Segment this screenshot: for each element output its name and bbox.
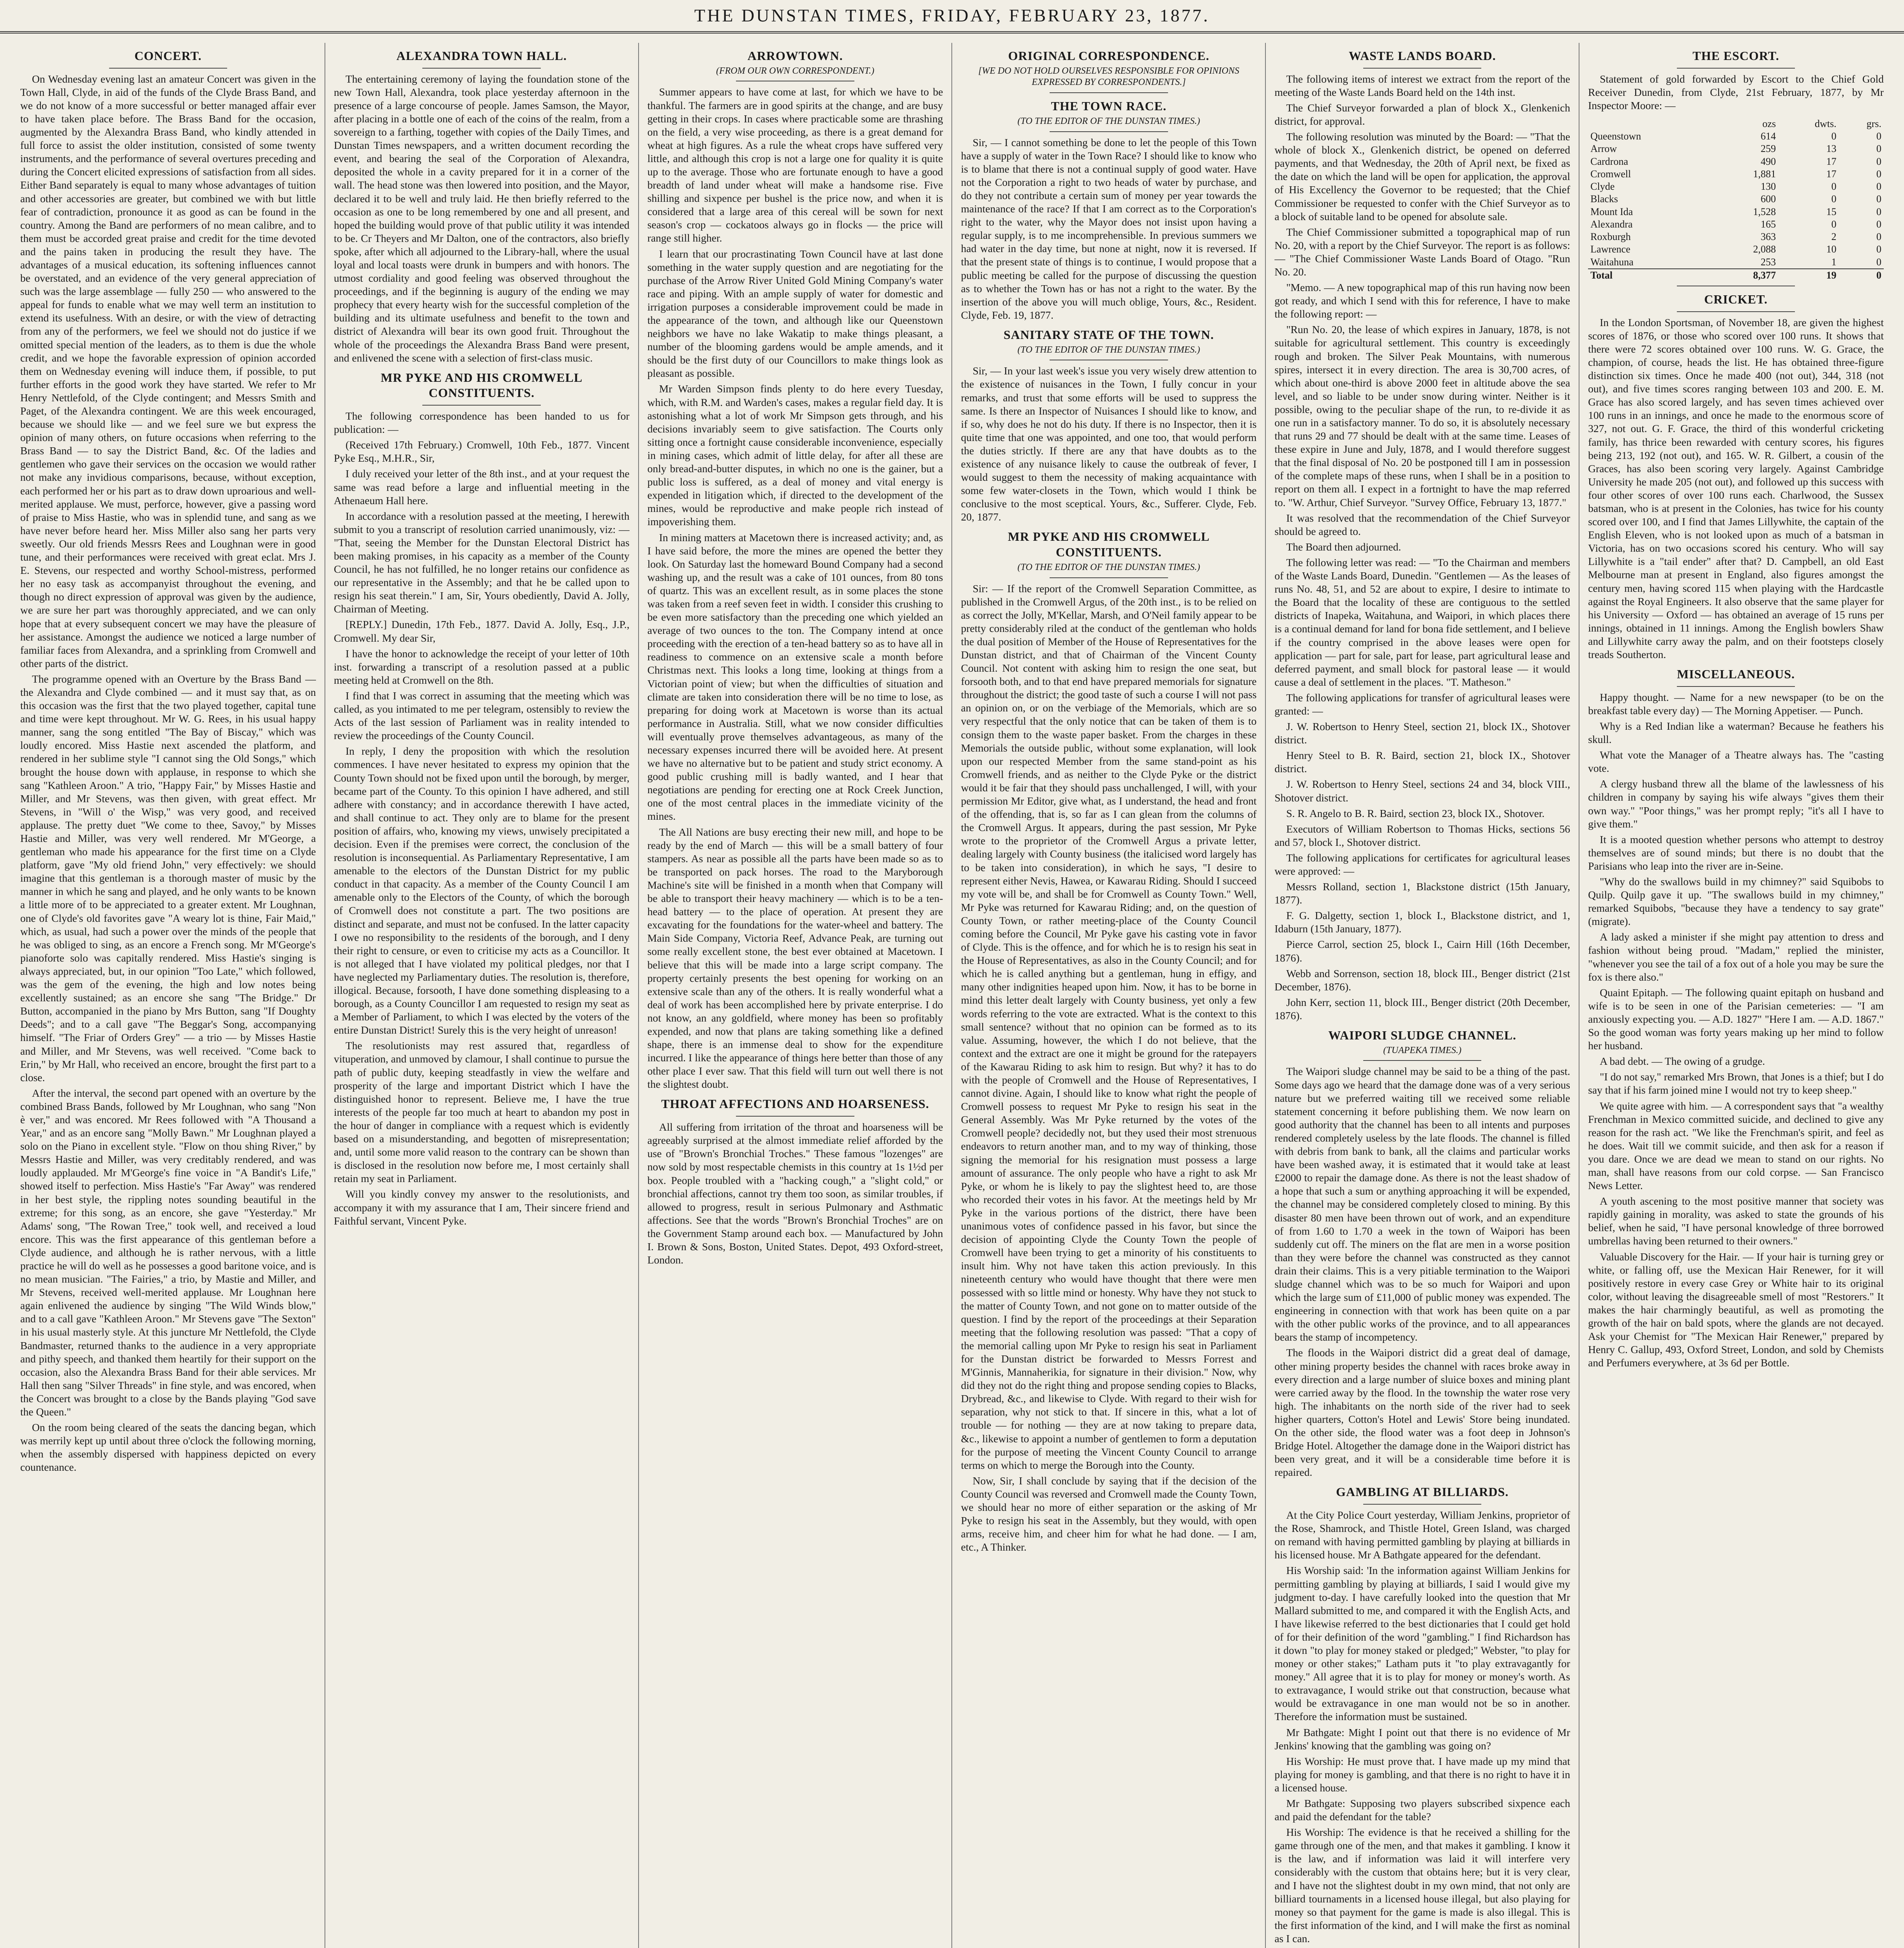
escort-cell: 614	[1761, 131, 1776, 142]
escort-row	[1588, 218, 1884, 231]
article-subhead: (TO THE EDITOR OF THE DUNSTAN TIMES.)	[1017, 116, 1200, 126]
article	[961, 99, 1256, 322]
escort-row	[1588, 180, 1884, 193]
article-headline: MISCELLANEOUS.	[1677, 667, 1795, 681]
article-paragraph: Henry Steel to B. R. Baird, section 21, block IX., Shotover district.	[1274, 749, 1570, 775]
article-headline: THROAT AFFECTIONS AND HOARSENESS.	[661, 1097, 930, 1111]
escort-cell: 0	[1876, 168, 1881, 180]
divider-rule	[1363, 68, 1482, 69]
escort-cell: 17	[1826, 155, 1837, 167]
escort-cell: Alexandra	[1590, 218, 1633, 230]
article-paragraph: The floods in the Waipori district did a great deal of damage, other mining property besides the channel with races broke away in every direction and a large number of sluice boxes and mining plant were carried away by the flood. In the township the water rose very high. The inhabitants on the north side of the river had to seek higher quarters, Cotton's Hotel and Lewis' Store being inundated. On the other side, the flood water was a foot deep in Johnson's Bridge Hotel. Altogether the damage done in the Waipori district has been very great, and it will be a considerable time before it is repaired.	[1274, 1346, 1570, 1479]
article-paragraph: The All Nations are busy erecting their new mill, and hope to be ready by the end of March — this will be a small battery of four stampers. As near as possible all the parts have been made so as to be transported on pack horses. The road to the Maryborough Machine's site will be finished in a month when that Company will be able to transport their heavy machinery — which is to be a ten-head battery — to the place of operation. At present they are excavating for the foundations for the water-wheel and battery. The Main Side Company, Victoria Reef, Advance Peak, are turning out some really excellent stone, the best ever obtained at Macetown. I believe that this will be made into a large script company. The property certainly presents the best opening for working on an extensive scale than any of the others. It is really wonderful what a deal of work has been accomplished here by private enterprise. I do not know, an any goldfield, where money has been so profitably expended, and now that plans are taking something like a defined shape, there is an immense deal to show for the expenditure incurred. I like the appearance of things here better than those of any other place I ever saw. That this field will turn out well there is not the slightest doubt.	[647, 826, 943, 1090]
article-paragraph: Quaint Epitaph. — The following quaint epitaph on husband and wife is to be seen in one of the Parisian cemeteries: — "I am anxiously expecting you. — A.D. 1827" "Here I am. — A.D. 1867." So the good woman was forty years making up her mind to follow her husband.	[1588, 986, 1884, 1052]
article-paragraph: At the City Police Court yesterday, William Jenkins, proprietor of the Rose, Shamrock, and Thistle Hotel, Green Island, was charged on remand with having permitted gambling by playing at billiards in his licensed house. Mr A Bathgate appeared for the defendant.	[1274, 1509, 1570, 1561]
article-paragraph: S. R. Angelo to B. R. Baird, section 23, block IX., Shotover.	[1286, 807, 1545, 819]
article-paragraph: I have the honor to acknowledge the receipt of your letter of 10th inst. forwarding a transcript of a resolution passed at a public meeting held at Cromwell on the 8th.	[334, 647, 630, 686]
column-4	[952, 43, 1266, 1948]
escort-row	[1588, 118, 1884, 130]
article-paragraph: Mr Bathgate: Might I point out that there is no evidence of Mr Jenkins' knowing that the gambling was going on?	[1274, 1726, 1570, 1752]
article-paragraph: The Chief Surveyor forwarded a plan of block X., Glenkenich district, for approval.	[1274, 101, 1570, 127]
article-paragraph: Webb and Sorrenson, section 18, block III., Benger district (21st December, 1876).	[1274, 967, 1570, 993]
article-paragraph: Happy thought. — Name for a new newspaper (to be on the breakfast table every day) — The Morning Appetiser. — Punch.	[1588, 691, 1884, 716]
article	[1588, 292, 1884, 661]
article-headline: ARROWTOWN.	[747, 49, 843, 63]
escort-cell: 2,088	[1753, 244, 1776, 255]
escort-cell: 2	[1831, 231, 1837, 243]
escort-row	[1588, 206, 1884, 218]
article-paragraph: His Worship: He must prove that. I have made up my mind that playing for money is gambling, and that there is no right to have it in a licensed house.	[1274, 1755, 1570, 1794]
article-paragraph: "Memo. — A new topographical map of this run having now been got ready, and which I send with this for reference, I have to make the following report: —	[1274, 281, 1570, 320]
escort-cell: 19	[1778, 269, 1839, 282]
article-paragraph: The programme opened with an Overture by the Brass Band — the Alexandra and Clyde combined — and it must say that, as on this occasion was the first that the two played together, capital tune and time were kept throughout. Mr W. G. Rees, in his usual happy manner, sang the song entitled "The Bay of Biscay," which was loudly encored. Miss Hastie next ascended the platform, and rendered in her sublime style "I cannot sing the Old Songs," which brought the house down with applause, in response to which she sang "Kathleen Aroon." A trio, "Happy Fair," by Misses Hastie and Miller, and Mr Stevens, was then given, with great effect. Mr Stevens, in "Will o' the Wisp," was very good, and received applause. The pretty duet "We come to thee, Savoy," by Misses Hastie and Miller, was very well rendered. Mr M'George, a gentleman who made his appearance for the first time on a Clyde platform, gave "My old friend John," very effectively: we should imagine that this gentleman is a thorough master of music by the manner in which he sang and played, and he only wants to be known a little more of to be appreciated to a greater extent. Mr Loughnan, one of Clyde's old favorites gave "A weary lot is thine, Fair Maid," which, as usual, had such a power over the minds of the people that he was obliged to sing, as an encore a French song. Mr M'George's pianoforte solo was capitally rendered. Miss Hastie's singing is always appreciated, but, in our opinion "Too Late," which followed, was the gem of the evening, the high and low notes being excellently sustained; as an encore she sang "The Bridge." Dr Button, accompanied in the piano by Mrs Button, sang "If Doughty Deeds"; and to a call gave "The Beggar's Song, accompanying himself. "The Friar of Orders Grey" — a trio — by Misses Hastie and Miller, and Mr Stevens, was well received. "Come back to Erin," by Mr Hall, who received an encore, brought the first part to a close.	[20, 672, 316, 1083]
escort-cell: Cromwell	[1590, 168, 1631, 180]
article	[334, 48, 630, 365]
article-paragraph: The Waipori sludge channel may be said to be a thing of the past. Some days ago we heard that the damage done was of a very serious nature but we preferred waiting till we received some reliable statement concerning it before publishing them. We now learn on good authority that the channel has been to all intents and purposes rendered completely useless by the late floods. The channel is filled with debris from bank to bank, all the claims and particular works have been washed away, it is estimated that it would take at least £2000 to repair the damage done. As there is not the least shadow of a hope that such a sum or anything approaching it will be expended, the channel may be considered completely closed to mining. By this disaster 80 men have been thrown out of work, and an expenditure of from 1.60 to 1.70 a week in the town of Waipori has been suddenly cut off. The miners on the flat are men in a worse position than they were before the channel was constructed as they cannot drain their claims. This is a very pitiable termination to the Waipori sludge channel which was to be so much for Waipori and upon which the large sum of £11,000 of public money was expended. The engineering in connection with that work has been quite on a par with the other public works of the province, and to all appearances bears the stamp of incompetency.	[1274, 1065, 1570, 1343]
article-paragraph: After the interval, the second part opened with an overture by the combined Brass Bands, followed by Mr Loughnan, who sang "Non è ver," and was encored. Mr Rees followed with "A Thousand a Year," and as an encore sang "Molly Bawn." Mr Loughnan played a solo on the Piano in excellent style. "Flow on thou shing River," by Messrs Hastie and Miller, was very creditably rendered, and was loudly applauded. Mr M'George's fine voice in "A Bandit's Life," showed itself to perfection. Miss Hastie's "Far Away" was rendered in her best style, the rippling notes sounding beautiful in the extreme; for this song, as an encore, she gave "Yesterday." Mr Adams' song, "The Rowan Tree," took well, and received a loud encore. This was the first appearance of this gentleman before a Clyde audience, and although he is rather nervous, with a little practice he will do well as he possesses a good baritone voice, and is no mean musician. "The Fairies," a trio, by Mastie and Miller, and Mr Stevens, received well-merited applause. Mr Loughnan here again enlivened the audience by singing "The Wild Winds blow," and to a call gave "Kathleen Aroon." Mr Stevens gave "The Sexton" in his usual masterly style. At this juncture Mr Nettlefold, the Clyde Bandmaster, returned thanks to the audience in a very appropriate and pithy speech, and thanked them heartily for their support on the occasion, also the Alexandra Brass Band for their able services. Mr Hall then sang "Silver Threads" in fine style, and was encored, when the Concert was brought to a close by the Bands playing "God save the Queen."	[20, 1087, 316, 1418]
article-paragraph: I learn that our procrastinating Town Council have at last done something in the water supply question and are negotiating for the purchase of the Arrow River United Gold Mining Company's water race and piping. With an ample supply of water for domestic and irrigation purposes a considerable improvement could be made in the appearance of the town, and although like our Queenstown neighbors we have no lake Wakatip to make things pleasant, a number of the blooming gardens would be ample amends, and it should be the first duty of our Councillors to make things look as pleasant as possible.	[647, 247, 943, 379]
article-paragraph: All suffering from irritation of the throat and hoarseness will be agreeably surprised at the almost immediate relief afforded by the use of "Brown's Bronchial Troches." These famous "lozenges" are now sold by most respectable chemists in this country at 1s 1½d per box. People troubled with a "hacking cough," a "slight cold," or bronchial affections, cannot try them too soon, as similar troubles, if allowed to progress, result in serious Pulmonary and Asthmatic affections. See that the words "Brown's Bronchial Troches" are on the Government Stamp around each box. — Manufactured by John I. Brown & Sons, Boston, United States. Depot, 493 Oxford-street, London.	[647, 1121, 943, 1266]
article-headline: MR PYKE AND HIS CROMWELL CONSTITUENTS.	[1008, 529, 1210, 559]
article-headline: CRICKET.	[1704, 292, 1768, 306]
escort-cell: 0	[1831, 193, 1837, 205]
article-paragraph: In reply, I deny the proposition with which the resolution commences. I have never hesitated to express my opinion that the County Town should not be fixed upon until the borough, by merger, became part of the County. To this opinion I have adhered, and still adhere with constancy; and in accordance therewith I have acted, and shall continue to act. They only are to blame for the present position of affairs, who, knowing my views, unwisely precipitated a decision. Even if the premises were correct, the conclusion of the resolution is inconsequential. As Parliamentary Representative, I am amenable to the electors of the Dunstan District for my public conduct in that capacity. As a member of the County Council I am amenable only to the Electors of the County, of which the borough of Cromwell does not constitute a part. The two positions are distinct and separate, and must not be confused. In the latter capacity I owe no responsibility to the residents of the borough, and I deny their right to censure, or even to criticise my acts as a Councillor. It is not alleged that I have violated my political pledges, nor that I have neglected my Parliamentary duties. The resolution is, therefore, illogical. Because, forsooth, I have done something displeasing to a borough, as a County Councillor I am requested to resign my seat as a Member of Parliament, to which I was elected by the voters of the entire Dunstan District! Surely this is the very height of unreason!	[334, 745, 630, 1036]
article	[334, 370, 630, 1228]
escort-cell: 0	[1876, 218, 1881, 230]
article-paragraph: The following applications for transfer of agricultural leases were granted: —	[1274, 691, 1570, 717]
escort-cell: 0	[1831, 218, 1837, 230]
escort-cell: Clyde	[1590, 181, 1615, 192]
escort-row	[1588, 231, 1884, 243]
article-paragraph: Statement of gold forwarded by Escort to the Chief Gold Receiver Dunedin, from Clyde, 21st February, 1877, by Mr Inspector Moore: —	[1588, 72, 1884, 111]
article	[648, 1096, 943, 1267]
escort-row	[1588, 256, 1884, 269]
article-headline: ORIGINAL CORRESPONDENCE.	[1008, 49, 1210, 63]
escort-cell: 0	[1876, 256, 1881, 268]
escort-cell: 0	[1876, 244, 1881, 255]
article-headline: GAMBLING AT BILLIARDS.	[1336, 1485, 1509, 1499]
escort-cell: 363	[1761, 231, 1776, 243]
article-paragraph: His Worship said: 'In the information against William Jenkins for permitting gambling by playing at billiards, I said I would give my judgment to-day. I have carefully looked into the question that Mr Mallard submitted to me, and compared it with the English Acts, and I have likewise referred to the best dictionaries that I could get hold of for their definition of the word "gambling." I find Richardson has it down "to play for money staked or pledged;" Webster, "to play for money or other stakes;" Latham puts it "to play extravagantly for money." All agree that it is to play for money or money's worth. As to extravagance, I would strike out that construction, because what would be extravagance in one man would not be so in another. Therefore the information must be sustained.	[1274, 1564, 1570, 1723]
divider-rule	[1677, 68, 1795, 69]
column-1	[12, 43, 325, 1948]
article-paragraph: The following items of interest we extract from the report of the meeting of the Waste Lands Board held on the 14th inst.	[1274, 72, 1570, 98]
escort-cell: 13	[1826, 143, 1837, 155]
escort-cell: Cardrona	[1590, 155, 1628, 167]
masthead: THE DUNSTAN TIMES, FRIDAY, FEBRUARY 23, 1877.	[0, 0, 1904, 34]
escort-row	[1588, 143, 1884, 155]
divider-rule	[1363, 1504, 1482, 1505]
escort-cell: Total	[1588, 269, 1715, 282]
article-paragraph: [REPLY.] Dunedin, 17th Feb., 1877. David A. Jolly, Esq., J.P., Cromwell. My dear Sir,	[334, 618, 630, 644]
escort-cell: dwts.	[1814, 118, 1837, 129]
escort-row	[1588, 168, 1884, 180]
article-paragraph: In mining matters at Macetown there is increased activity; and, as I have said before, the more the mines are opened the better they look. On Saturday last the homeward Bound Company had a second washing up, and the result was a cake of 101 ounces, from 80 tons of quartz. This was an excellent result, as in some places the stone was taken from a reef seven feet in width. I consider this crushing to be even more satisfactory than the preceding one which yielded an average of two ounces to the ton. The Company intend at once proceeding with the erection of a ten-head battery so as to have all in readiness to commence on an extensive scale a month before Christmas next. This looks a long time, looking at things from a Victorian point of view; but when the difficulties of situation and climate are taken into consideration there will be no time to lose, as preparing for doing work at Macetown is worse than its actual performance in Australia. Still, what we now consider difficulties will eventually prove themselves advantageous, as many of the necessary expenses incurred there will be avoided here. At present we have no alternative but to be patient and study strict economy. A good public crushing mill is badly wanted, and I hear that negotiations are pending for erecting one at Rock Creek Junction, one of the most central places in the immediate vicinity of the mines.	[647, 531, 943, 822]
escort-cell: Roxburgh	[1590, 231, 1631, 243]
divider-rule	[736, 1116, 854, 1117]
article-paragraph: Sir, — I cannot something be done to let the people of this Town have a supply of water in the Town Race? I should like to know who is to blame that there is not a continual supply of good water. Have not the Corporation a right to two heads of water by purchase, and do they not contribute a certain sum of money per year towards the maintenance of the race? If that I am correct as to the Corporation's right to the water, why the Mayor does not insist upon having a regular supply, is to me incomprehensible. In previous summers we had water in the day time, but none at night, now it is reversed. If that the present state of things is to continue, I would propose that a public meeting be called for the purpose of discussing the question as to whether the Town has or has not a right to the water. By the insertion of the above you will much oblige, Yours, &c., Resident. Clyde, Feb. 19, 1877.	[961, 136, 1257, 321]
article-paragraph: John Kerr, section 11, block III., Benger district (20th December, 1876).	[1274, 996, 1570, 1022]
article	[648, 48, 943, 1091]
article-headline: SANITARY STATE OF THE TOWN.	[1003, 327, 1214, 342]
article	[1274, 48, 1570, 1022]
article-headline: WASTE LANDS BOARD.	[1348, 49, 1496, 63]
divider-rule	[422, 405, 541, 406]
escort-cell: 0	[1831, 181, 1837, 192]
article-paragraph: Why is a Red Indian like a waterman? Because he feathers his skull.	[1588, 720, 1884, 746]
article-paragraph: Will you kindly convey my answer to the resolutionists, and accompany it with my assurance that I am, Their sincere friend and Faithful servant, Vincent Pyke.	[334, 1188, 630, 1227]
escort-row	[1588, 193, 1884, 205]
article	[1588, 667, 1884, 1369]
article-paragraph: A lady asked a minister if she might pay attention to dress and fashion without being proud. "Madam," replied the minister, "whenever you see the tail of a fox out of a hole you may be sure the fox is there also."	[1588, 931, 1884, 983]
escort-cell: ozs	[1762, 118, 1776, 129]
escort-cell: 600	[1761, 193, 1776, 205]
escort-cell: 1	[1831, 256, 1837, 268]
escort-cell: Lawrence	[1590, 244, 1630, 255]
article	[20, 48, 316, 1474]
escort-cell: 253	[1761, 256, 1776, 268]
escort-row	[1588, 243, 1884, 256]
article-paragraph: J. W. Robertson to Henry Steel, section 21, block IX., Shotover district.	[1274, 720, 1570, 746]
divider-rule	[1050, 577, 1168, 578]
article-paragraph: Mr Bathgate: Supposing two players subscribed sixpence each and paid the defendant for the table?	[1274, 1797, 1570, 1823]
article-paragraph: We quite agree with him. — A correspondent says that "a wealthy Frenchman in Mexico committed suicide, and declined to give any reason for the rash act. "We like the Frenchman's spirit, and feel as he does. Wait till we commit suicide, and then ask for a reason if you dare. Once we are dead we mean to stand on our rights. No man, shall have reasons from our cold corpse. — San Francisco News Letter.	[1588, 1099, 1884, 1192]
escort-cell: grs.	[1866, 118, 1881, 129]
article-subhead: (TO THE EDITOR OF THE DUNSTAN TIMES.)	[1017, 344, 1200, 355]
escort-cell: 0	[1876, 206, 1881, 217]
escort-cell: 0	[1876, 193, 1881, 205]
article-paragraph: Mr Warden Simpson finds plenty to do here every Tuesday, which, with R.M. and Warden's cases, makes a regular field day. It is astonishing what a lot of work Mr Simpson gets through, and his decisions invariably seem to give satisfaction. The Courts only sitting once a fortnight cause considerable inconvenience, especially in mining cases, which admit of little delay, for after all these are only bread-and-butter disputes, in which no one is the gainer, but a public loss is suffered, as a deal of money and vital energy is expended in litigation which, if directed to the development of the mines, would be reproductive and make people rich instead of impoverishing them.	[647, 383, 943, 528]
escort-cell: 15	[1826, 206, 1837, 217]
newspaper-columns	[12, 43, 1892, 1948]
article	[1588, 48, 1884, 112]
escort-row	[1588, 130, 1884, 143]
escort-cell: 8,377	[1715, 269, 1778, 282]
escort-cell: 0	[1876, 181, 1881, 192]
article-paragraph: The following correspondence has been handed to us for publication: —	[334, 410, 630, 436]
article-paragraph: On the room being cleared of the seats the dancing began, which was merrily kept up until about three o'clock the following morning, when the assembly dispersed with happiness depicted on every countenance.	[20, 1421, 316, 1473]
escort-cell: 259	[1761, 143, 1776, 155]
article-headline: CONCERT.	[134, 49, 202, 63]
article-paragraph: Summer appears to have come at last, for which we have to be thankful. The farmers are in good spirits at the change, and are busy getting in their crops. In cases where practicable some are thrashing on the field, a very wise proceeding, as there is a great demand for wheat at high figures. As a rule the wheat crops have suffered very little, and although this crop is not a large one for quality it is quite up to the average. Those who are fortunate enough to have a good breadth of land under wheat will make a handsome rise. Five shilling and sixpence per bushel is the price now, and when it is considered that a large area of this cereal will be sown for next season's crop — cockatoos always go in flocks — the price will range still higher.	[647, 86, 943, 244]
divider-rule	[109, 68, 228, 69]
escort-cell: 10	[1826, 244, 1837, 255]
escort-cell: 1,528	[1753, 206, 1776, 217]
article-paragraph: Pierce Carrol, section 25, block I., Cairn Hill (16th December, 1876).	[1274, 938, 1570, 964]
article-paragraph: Sir: — If the report of the Cromwell Separation Committee, as published in the Cromwell Argus, of the 20th inst., is to be relied on as correct the Jolly, M'Kellar, Marsh, and O'Neil family appear to be pretty considerably riled at the conduct of the gentleman who holds the dual position of Member of the House of Representatives for the Dunstan district, and that of Chairman of the Vincent County Council. Not content with asking him to resign the one seat, but forsooth both, and to that end have prepared memorials for signature throughout the district; the good taste of such a course I will not pass an opinion on, or on the verbiage of the Memorials, which are so very respectful that the only notice that can be taken of them is to consign them to the waste paper basket. From the charges in these Memorials the outside public, without some explanation, will look upon our respected Member from the same stand-point as his Cromwell friends, and as neither to the Clyde Pyke or the district would it be fair that they should pass unchallenged, I will, with your permission Mr Editor, give what, as I understand, the head and front of the offending, that is, so far as I can glean from the columns of the Cromwell Argus. It appears, during the past session, Mr Pyke wrote to the proprietor of the Cromwell Argus a private letter, dealing largely with County business (the italicised word largely has to be taken into consideration), in which he says, "I desire to represent either Nevis, Hawea, or Kawarau Riding. Should I succeed my vote will be, and shall be for Cromwell as County Town." Well, Mr Pyke was returned for Kawarau Riding; and, on the question of County Town, or rather meeting-place of the County Council coming before the Council, Mr Pyke gave his casting vote in favor of Clyde. This is the offence, and for which he is to resign his seat in the House of Representatives, as also in the County Council; and for which he is called anything but a gentleman, hung in effigy, and many other indignities heaped upon him. Now, it has to be borne in mind this letter dealt largely with County business, yet only a few words referring to the vote are extracted. What is the context to this small sentence? without that no opinion can be formed as to its value. Assuming, however, the which I do not believe, that the context and the extract are one it might be ground for the ratepayers of the Kawarau Riding to ask him to resign. But why? it has to do with the people of Cromwell and the House of Representatives, I cannot divine. Again, I should like to know what right the people of Cromwell possess to request Mr Pyke to resign his seat in the General Assembly. Was Mr Pyke returned by the votes of the Cromwell people? decidedly not, but they used their most strenuous endeavors to return another man, and to my way of thinking, those signing the memorial for his resignation must possess a large amount of assurance. The only people who have a right to ask Mr Pyke, or whom he is likely to pay the slightest heed to, are those who recorded their votes in his favor. At the meetings held by Mr Pyke in the various portions of the district, there have been unanimous votes of confidence passed in his favor, but since the decision of appointing Clyde the County Town the people of Cromwell have been trying to get a minority of his constituents to insult him. Why not have taken this action previously. In this nineteenth century who would have thought that there were men possessed with so little mind or honesty. Why have they not stuck to the matter of County Town, and not gone on to matter outside of the question. I find by the report of the proceedings at their Separation meeting that the following resolution was passed: "That a copy of the memorial calling upon Mr Pyke to resign his seat in Parliament for the Dunstan district be forwarded to Messrs Forrest and M'Ginnis, Mannaherikia, for signature in their division." Now, why did they not do the right thing and propose sending copies to Blacks, Drybread, &c., and likewise to Clyde. With regard to their wish for separation, why not stick to that. If sincere in this, what a lot of trouble — for nothing — they are at now taking to prepare data, &c., likewise to appoint a number of gentlemen to form a deputation for the purpose of meeting the Vincent County Council to arrange terms on which to merge the Borough into the County.	[961, 582, 1257, 1471]
article-subhead: (FROM OUR OWN CORRESPONDENT.)	[716, 65, 875, 76]
article-headline: THE ESCORT.	[1692, 49, 1779, 63]
article-paragraph: The Board then adjourned.	[1286, 540, 1401, 553]
article-paragraph: The following letter was read: — "To the Chairman and members of the Waste Lands Board, Dunedin. "Gentlemen — As the leases of runs No. 48, 51, and 52 are about to expire, I desire to intimate to the Board that the locality of these are contiguous to the settled districts of Inapeka, Waitahuna, and Waipori, in which places there is a continual demand for land for bona fide settlement, and I believe if the country comprised in the above leases were open for application — part for sale, part for lease, part agricultural lease and deferred payment, and small block for pastoral lease — it would cause a deal of settlement in the places. "T. Matheson."	[1274, 556, 1570, 688]
escort-cell: 0	[1831, 131, 1837, 142]
escort-cell: 1,881	[1753, 168, 1776, 180]
escort-cell: 0	[1839, 269, 1884, 282]
article-paragraph: I duly received your letter of the 8th inst., and at your request the same was read before a large and influential meeting in the Athenaeum Hall here.	[334, 468, 630, 506]
article	[961, 327, 1256, 524]
article-subhead: (TO THE EDITOR OF THE DUNSTAN TIMES.)	[1017, 562, 1200, 572]
article-paragraph: The entertaining ceremony of laying the foundation stone of the new Town Hall, Alexandra, took place yesterday afternoon in the presence of a large concourse of people. James Samson, the Mayor, after placing in a bottle one of each of the coins of the realm, from a sovereign to a farthing, together with copies of the Daily Times, and Dunstan Times newspapers, and a written document recording the event, and bearing the seal of the Corporation of Alexandra, deposited the whole in a cavity prepared for it in a corner of the wall. The head stone was then lowered into position, and the Mayor, declared it to be well and truly laid. He then briefly referred to the occasion as one to be long remembered by one and all present, and hoped the building would prove of that public utility it was intended to be. Cr Theyers and Mr Dalton, one of the contractors, also briefly spoke, after which all adjourned to the Library-hall, where the usual loyal and local toasts were drunk in bumpers and with honors. The utmost cordiality and good feeling was observed throughout the proceedings, and if the beginning is augury of the ending we may prophecy that every hearty wish for the successful completion of the building and its ultimate usefulness and benefit to the town and district of Alexandra will bear its own good fruit. Throughout the whole of the proceedings the Alexandra Brass Band were present, and enlivened the scene with a selection of first-class music.	[334, 72, 630, 364]
article-paragraph: What vote the Manager of a Theatre always has. The "casting vote.	[1588, 749, 1884, 775]
divider-rule	[1677, 311, 1795, 312]
escort-row	[1588, 155, 1884, 168]
article-paragraph: Messrs Rolland, section 1, Blackstone district (15th January, 1877).	[1274, 880, 1570, 906]
article-headline: ALEXANDRA TOWN HALL.	[396, 49, 567, 63]
article-subhead: [WE DO NOT HOLD OURSELVES RESPONSIBLE FOR OPINIONS EXPRESSED BY CORRESPONDENTS.]	[978, 65, 1239, 88]
article	[961, 48, 1256, 93]
column-5	[1266, 43, 1579, 1948]
escort-cell: Queenstown	[1590, 131, 1641, 142]
escort-cell: 0	[1876, 131, 1881, 142]
escort-cell: 0	[1876, 231, 1881, 243]
article-paragraph: It is a mooted question whether persons who attempt to destroy themselves are of sound minds; but there is no doubt that the Parisians who leap into the river are in-Seine.	[1588, 833, 1884, 872]
article-paragraph: The following applications for certificates for agricultural leases were approved: —	[1274, 851, 1570, 877]
escort-table	[1588, 118, 1884, 282]
article-paragraph: (Received 17th February.) Cromwell, 10th Feb., 1877. Vincent Pyke Esq., M.H.R., Sir,	[334, 439, 630, 464]
escort-cell: Waitahuna	[1590, 256, 1634, 268]
article-paragraph: In the London Sportsman, of November 18, are given the highest scores of 1876, or those who scored over 100 runs. It shows that there were 72 scores obtained over 100 runs. W. G. Grace, the champion, of course, heads the list. He has obtained three-figure distinction six times. Once he made 400 (not out), 344, 318 (not out), and five times scores ranging between 103 and 200. E. M. Grace has also scored largely, and has seven times achieved over 100 runs in an innings, and once he made to the enormous score of 327, not out. G. F. Grace, the third of this wonderful cricketing family, has thrice been rewarded with century scores, his figures being 213, 192 (not out), and 165. W. R. Gilbert, a cousin of the Graces, has also been scoring very largely. Against Cambridge University he made 205 (not out), and followed up this success with four other scores of over 100 runs each. Charlwood, the Sussex batsman, who is at present in the Colonies, has twice for his county scored over 100, and I find that James Lillywhite, the captain of the English Eleven, who is not looked upon as much of a batsman in Victoria, has on two occasions scored his century. Who will say Lillywhite is a "tail ender" after that? D. Campbell, an old East Melbourne man at present in England, also figures amongst the century men, having scored 115 when playing with the Hardcastle against the Royal Engineers. It also observe that the same player for his University — Oxford — has obtained an average of 15 runs per innings, obtained in 11 innings. Among the English bowlers Shaw and Lillywhite carry away the palm, and on their footsteps closely treads Southerton.	[1588, 316, 1884, 661]
article-paragraph: F. G. Dalgetty, section 1, block I., Blackstone district, and 1, Idaburn (15th January, 1877).	[1274, 909, 1570, 935]
article-paragraph: Valuable Discovery for the Hair. — If your hair is turning grey or white, or falling off, use the Mexican Hair Renewer, for it will positively restore in every case Grey or White hair to its original color, without leaving the disagreeable smell of most "Restorers." It makes the hair charmingly beautiful, as well as promoting the growth of the hair on bald spots, where the glands are not decayed. Ask your Chemist for "The Mexican Hair Renewer," prepared by Henry C. Gallup, 493, Oxford Street, London, and sold by Chemists and Perfumers everywhere, at 3s 6d per Bottle.	[1588, 1250, 1884, 1369]
column-6	[1579, 43, 1892, 1948]
escort-cell: 0	[1876, 143, 1881, 155]
article-paragraph: A youth ascening to the most positive manner that society was rapidly gaining in morality, was asked to state the grounds of his belief, when he said, "I have personal knowledge of three borrowed umbrellas having been returned to their owners."	[1588, 1195, 1884, 1247]
article-paragraph: I find that I was correct in assuming that the meeting which was called, as you intimated to me per telegram, ostensibly to review the Acts of the last session of Parliament was in reality intended to review the proceedings of the County Council.	[334, 689, 630, 742]
divider-rule	[1363, 1060, 1482, 1061]
divider-rule	[1050, 131, 1168, 132]
divider-rule	[1677, 686, 1795, 687]
article-headline: WAIPORI SLUDGE CHANNEL.	[1328, 1028, 1517, 1043]
escort-cell: 130	[1761, 181, 1776, 192]
article	[1274, 1028, 1570, 1479]
article-paragraph: On Wednesday evening last an amateur Concert was given in the Town Hall, Clyde, in aid of the funds of the Clyde Brass Band, and we do not know of a more successful or better managed affair ever to have taken place before. The Brass Band for the occasion, augmented by the Alexandra Brass Band, who kindly attended in full force to assist the older institution, consisted of some twenty instruments, and the performance of several overtures preceding and during the Concert elicited expressions of satisfaction from all sides. Either Band separately is equal to many whose advantages of tuition and other accessories are greater, but combined we with but little fear of contradiction, pronounce it as good as can be found in the country. Among the Band are performers of no mean calibre, and to them must be accorded great praise and credit for the time devoted and the pains taken in producing the result they have. The advantages of a musical education, its softening influences cannot be overstated, and an evidence of the very general appreciation of such was the large assemblage — fully 250 — who answered to the appeal for funds to enable what we may well term an institution to extend its usefulness. With an desire, or with the view of detracting from any of the performers, we feel we should not do justice if we omitted special mention of the leaders, as to them is due the whole credit, and we hope the favorable expression of opinion accorded them on Wednesday evening will induce them, if possible, to put further efforts in the good work they have started. We refer to Mr Henry Nettlefold, of the Clyde contingent; and Messrs Smith and Paget, of the Alexandra contingent. We are this week encouraged, because we should like — and we feel sure we but express the opinion of many others, on future occasions when referring to the Brass Band — to say the District Band, &c. Of the ladies and gentlemen who gave their services on the occasion we would rather not make any invidious comparisons, because, without exception, each performed her or his part as to draw down uproarious and well-merited applause. We must, perforce, however, give a passing word of praise to Miss Hastie, who was in splendid tune, and sang as we have never before heard her. Miss Miller also sang her parts very sweetly. Our old friends Messrs Rees and Loughnan were in good tune, and their performances were received with great eclat. Mrs J. E. Stevens, our respected and worthy School-mistress, performed her no easy task as accompanyist throughout the evening, and though no direct expression of approval was given by the audience, we are sure her part was thoroughly appreciated, and we can only hope that at every subsequent concert we may have the pleasure of her assistance. Amongst the audience we noticed a large number of familiar faces from Alexandra, and a sprinkling from Cromwell and other parts of the district.	[20, 72, 316, 669]
article-paragraph: Executors of William Robertson to Thomas Hicks, sections 56 and 57, block I., Shotover district.	[1274, 822, 1570, 848]
divider-rule	[1050, 92, 1168, 93]
column-2	[325, 43, 639, 1948]
article-paragraph: J. W. Robertson to Henry Steel, sections 24 and 34, block VIII., Shotover district.	[1274, 778, 1570, 804]
article-paragraph: Now, Sir, I shall conclude by saying that if the decision of the County Council was reversed and Cromwell made the County Town, we should hear no more of either separation or the asking of Mr Pyke to resign his seat in the Assembly, but they would, with open arms, receive him, and cheer him for what he had done. — I am, etc., A Thinker.	[961, 1474, 1257, 1553]
escort-cell: 17	[1826, 168, 1837, 180]
escort-cell: 490	[1761, 155, 1776, 167]
article-paragraph: It was resolved that the recommendation of the Chief Surveyor should be agreed to.	[1274, 512, 1570, 537]
article-paragraph: A clergy husband threw all the blame of the lawlessness of his children in company by saying his wife always "gives them their own way." "Poor things," was her prompt reply; "it's all I have to give them."	[1588, 778, 1884, 830]
article-headline: MR PYKE AND HIS CROMWELL CONSTITUENTS.	[381, 370, 583, 400]
article-subhead: (TUAPEKA TIMES.)	[1383, 1045, 1462, 1055]
article	[961, 529, 1256, 1554]
escort-cell: Blacks	[1590, 193, 1618, 205]
escort-cell	[1588, 118, 1715, 130]
article	[1274, 1484, 1570, 1948]
article-paragraph: Sir, — In your last week's issue you very wisely drew attention to the existence of nuisances in the Town, I fully concur in your remarks, and trust that some efforts will be used to suppress the same. Is there an Inspector of Nuisances I should like to know, and if so, why does he not do his duty. If there is no Inspector, then it is quite time that one was appointed, and one too, that would perform the duties strictly. If there are any that have doubts as to the existence of any nuisance likely to cause the outbreak of fever, I would suggest to them the necessity of making acquaintance with some few water-closets in the Town, which would I think be conclusive to the most sceptical. Yours, &c., Sufferer. Clyde, Feb. 20, 1877.	[961, 365, 1257, 523]
escort-cell: 0	[1876, 155, 1881, 167]
article-paragraph: The following resolution was minuted by the Board: — "That the whole of block X., Glenkenich district, be opened on deferred payments, and that Wednesday, the 20th of April next, be fixed as the date on which the land will be open for application, the approval of His Excellency the Governor to be requested; that the Chief Commissioner be requested to confer with the Chief Surveyor as to a block of suitable land to be opened for absolute sale.	[1274, 131, 1570, 222]
article-paragraph: In accordance with a resolution passed at the meeting, I herewith submit to you a transcript of resolution carried unanimously, viz: — "That, seeing the Member for the Dunstan Electoral District has been making promises, in his capacity as a member of the County Council, he has not fulfilled, he no longer retains our confidence as our representative in the Assembly; and that he be called upon to resign his seat therein." I am, Sir, Yours obediently, David A. Jolly, Chairman of Meeting.	[334, 510, 630, 615]
article-paragraph: A bad debt. — The owing of a grudge.	[1600, 1055, 1765, 1068]
article-headline: THE TOWN RACE.	[1051, 99, 1167, 113]
article-paragraph: "Why do the swallows build in my chimney?" said Squibobs to Quilp. Quilp gave it up. "The swallows build in my chimney," remarked Squibobs, "because they have a tendency to say grate" (migrate).	[1588, 875, 1884, 928]
escort-cell: Mount Ida	[1590, 206, 1633, 217]
escort-row	[1588, 269, 1884, 282]
article-paragraph: "Run No. 20, the lease of which expires in January, 1878, is not suitable for agricultural settlement. This country is exceedingly rough and broken. The Silver Peak Mountains, with numerous spires, intersect it in every direction. The area is 30,700 acres, of which about one-third is above 2000 feet in altitude above the sea level, and so liable to be under snow during winter. Neither is it possible, owing to the peculiar shape of the run, to re-divide it as one run in a satisfactory manner. To do so, it is absolutely necessary that runs 29 and 77 should be dealt with at the same time. Leases of these expire in June and July, 1878, and I would therefore suggest that the final disposal of No. 20 be postponed till I am in possession of the complete maps of these runs, when I shall be in a position to report on them all. I expect in a fortnight to have the map referred to. "W. Arthur, Chief Surveyor. "Survey Office, February 13, 1877."	[1274, 323, 1570, 508]
article-paragraph: "I do not say," remarked Mrs Brown, that Jones is a thief; but I do say that if his farm joined mine I would not try to keep sheep."	[1588, 1071, 1884, 1096]
article-paragraph: The Chief Commissioner submitted a topographical map of run No. 20, with a report by the Chief Surveyor. The report is as follows: — "The Chief Commissioner Waste Lands Board of Otago. "Run No. 20.	[1274, 226, 1570, 278]
divider-rule	[422, 68, 541, 69]
column-3	[639, 43, 953, 1948]
escort-cell: 165	[1761, 218, 1776, 230]
article-paragraph: His Worship: The evidence is that he received a shilling for the game through one of the men, and that makes it gambling. I know it is the law, and if information was laid it will interfere very considerably with the custom that obtains here; but it is very clear, and I have not the slightest doubt in my own mind, that not only are billiard tournaments in a licensed house illegal, but also playing for money so that payment for the game is made is also illegal. This is the first information of the kind, and I will make the first as nominal as I can.	[1274, 1826, 1570, 1944]
article-paragraph: The resolutionists may rest assured that, regardless of vituperation, and unmoved by clamour, I shall continue to pursue the path of public duty, keeping steadfastly in view the welfare and prosperity of the large and important District which I have the distinguished honor to represent. Believe me, I have the true interests of the people far too much at heart to abandon my post in the hour of danger in compliance with a request which is evidently based on a misunderstanding, and begotten of misrepresentation; and, until some more valid reason to the contrary can be shown than is disclosed in the resolution now before me, I most certainly shall retain my seat in Parliament.	[334, 1039, 630, 1185]
escort-cell: Arrow	[1590, 143, 1617, 155]
